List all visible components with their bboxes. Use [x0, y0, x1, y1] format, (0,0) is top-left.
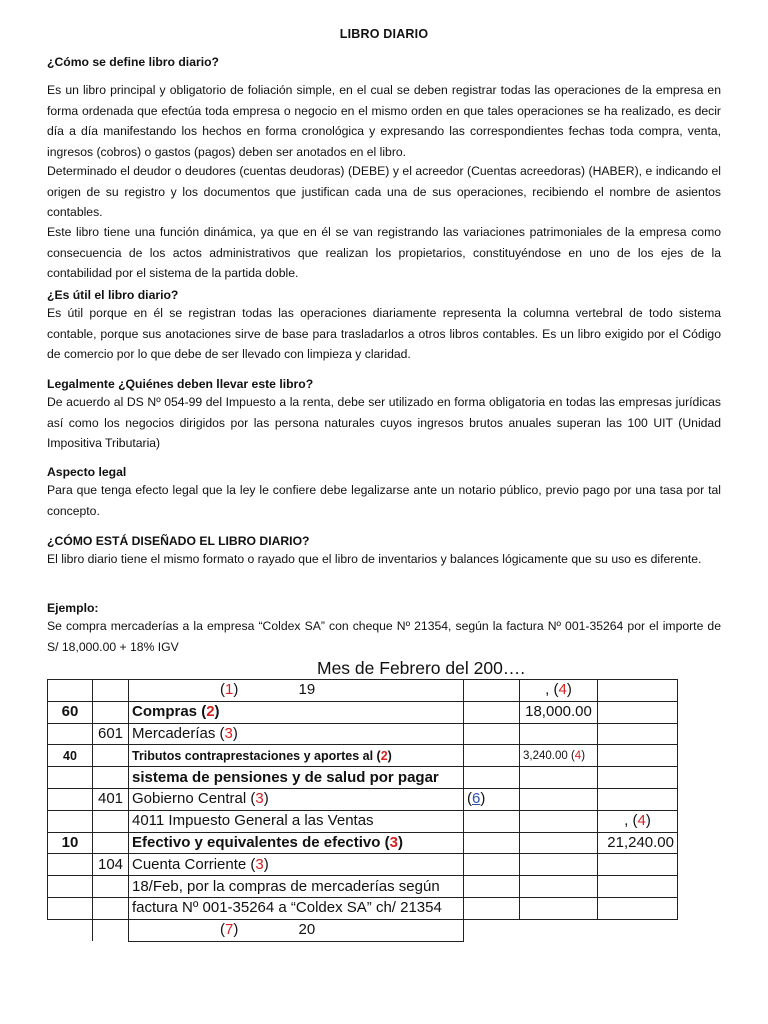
ledger-cell — [464, 745, 520, 767]
account-label: Compras — [132, 703, 198, 721]
subaccount-code: 601 — [93, 723, 129, 745]
utility-heading: ¿Es útil el libro diario? — [47, 288, 179, 302]
ledger-cell — [93, 832, 129, 854]
account-label: Efectivo y equivalentes de efectivo — [132, 833, 381, 851]
paren: ( — [467, 790, 472, 808]
account-name: Cuenta Corriente (3) — [129, 854, 464, 876]
ledger-cell — [464, 723, 520, 745]
definition-paragraph-1: Es un libro principal y obligatorio de foliación simple, en el cual se deben registrar todas las operaciones de la empresa en forma ordenada que efectúa toda empresa o negocio en el mismo orden en que tales operaciones se ha realizado, es decir día a día manifestando los hechos en forma cronológica y expresando las correspondientes fechas toda compra, venta, ingresos (cobros) o gastos (pagos) deben ser anotados en el libro. — [47, 83, 721, 160]
document-title: LIBRO DIARIO — [339, 27, 429, 41]
ledger-cell — [464, 876, 520, 898]
reference-number: 6 — [472, 790, 481, 808]
ledger-row — [48, 832, 678, 854]
callout-number: 4 — [637, 812, 646, 830]
ledger-cell — [464, 897, 520, 919]
paren: , ( — [624, 812, 638, 830]
account-name: Mercaderías (3) — [129, 723, 464, 745]
legal-heading: Legalmente ¿Quiénes deben llevar este libro? — [47, 377, 314, 391]
ledger-cell — [464, 767, 520, 789]
account-name: 4011 Impuesto General a las Ventas — [129, 810, 464, 832]
account-code: 40 — [48, 745, 93, 767]
account-name: Efectivo y equivalentes de efectivo (3) — [129, 832, 464, 854]
example-heading: Ejemplo: — [47, 601, 99, 615]
entry-day: 19 — [298, 681, 316, 699]
journal-ledger — [47, 657, 721, 939]
account-name: Gobierno Central (3) — [129, 788, 464, 810]
ledger-row — [48, 876, 678, 898]
callout-number: 2 — [206, 703, 215, 721]
ledger-debit-header — [520, 680, 598, 702]
ledger-cell — [93, 810, 129, 832]
definition-heading: ¿Cómo se define libro diario? — [47, 55, 219, 69]
ledger-cell — [93, 745, 129, 767]
ledger-cell — [598, 876, 678, 898]
ledger-cell — [48, 723, 93, 745]
account-label: Gobierno Central — [132, 790, 247, 808]
ledger-row — [48, 897, 678, 919]
account-code: 60 — [48, 701, 93, 723]
definition-paragraph-3: Este libro tiene una función dinámica, ya que en él se van registrando las variaciones patrimoniales de la empresa como consecuencia de los actos administrativos que realizan los propietarios, constituyéndose en uno de los ejes de la contabilidad por el sistema de la partida doble. — [47, 225, 721, 281]
credit-header — [598, 810, 678, 832]
ledger-row — [48, 701, 678, 723]
ledger-cell — [520, 767, 598, 789]
ledger-entry-number-cell — [129, 680, 464, 702]
ledger-cell — [520, 854, 598, 876]
ledger-cell — [48, 680, 93, 702]
paren: ) — [566, 681, 572, 699]
ledger-cell — [93, 701, 129, 723]
callout-number: 3 — [224, 724, 233, 742]
ledger-row — [48, 745, 678, 767]
legal-aspect-heading: Aspecto legal — [47, 465, 127, 479]
account-label: Cuenta Corriente — [132, 855, 247, 873]
account-name: Tributos contraprestaciones y aportes al (2) — [129, 745, 464, 767]
callout-number: 3 — [255, 855, 264, 873]
design-paragraph: El libro diario tiene el mismo formato o rayado que el libro de inventarios y balances lógicamente que su uso es diferente. — [47, 552, 702, 566]
ledger-row — [48, 767, 678, 789]
ledger-cell — [48, 876, 93, 898]
callout-number: 1 — [225, 681, 234, 699]
reference-cell — [464, 788, 520, 810]
ledger-cell — [598, 788, 678, 810]
ledger-cell — [520, 897, 598, 919]
legal-paragraph: De acuerdo al DS Nº 054-99 del Impuesto a la renta, debe ser utilizado en forma obligatoria en todas las empresas jurídicas así como los negocios dirigidos por las persona naturales cuyos ingresos brutos anuales superan las 100 UIT (Unidad Impositiva Tributaria) — [47, 395, 721, 451]
entry-description: 18/Feb, por la compras de mercaderías según — [129, 876, 464, 898]
legal-aspect-paragraph: Para que tenga efecto legal que la ley le confiere debe legalizarse ante un notario público, previo pago por una tasa por tal concepto. — [47, 483, 721, 518]
ledger-cell — [520, 919, 598, 941]
ledger-cell — [520, 788, 598, 810]
amount-value: 3,240.00 — [523, 749, 568, 762]
ledger-cell — [464, 680, 520, 702]
ledger-cell — [598, 723, 678, 745]
ledger-cell — [520, 723, 598, 745]
callout-number: 4 — [574, 749, 582, 762]
ledger-cell — [48, 767, 93, 789]
ledger-table — [47, 679, 678, 942]
ledger-cell — [93, 919, 129, 941]
ledger-row-header — [48, 680, 678, 702]
debit-amount: 18,000.00 — [520, 701, 598, 723]
account-label: Mercaderías — [132, 724, 216, 742]
account-name-continued: sistema de pensiones y de salud por pagar — [129, 767, 464, 789]
ledger-cell — [464, 701, 520, 723]
ledger-cell — [598, 745, 678, 767]
utility-paragraph: Es útil porque en él se registran todas las operaciones diariamente representa la columna vertebral de todo sistema contable, porque sus anotaciones sirve de base para trasladarlos a otros libros contables. Es un libro exigido por el Código de comercio por lo que debe de ser llevado con limpieza y claridad. — [47, 306, 721, 362]
ledger-cell — [520, 832, 598, 854]
ledger-cell — [93, 897, 129, 919]
callout-number: 7 — [225, 921, 234, 939]
callout-number: 3 — [389, 833, 398, 851]
paren: ) — [480, 790, 486, 808]
ledger-cell — [598, 919, 678, 941]
ledger-row — [48, 788, 678, 810]
ledger-cell — [520, 810, 598, 832]
ledger-cell — [48, 788, 93, 810]
paren: ) — [645, 812, 651, 830]
ledger-cell — [598, 854, 678, 876]
ledger-cell — [598, 897, 678, 919]
subaccount-code: 104 — [93, 854, 129, 876]
ledger-month-title: Mes de Febrero del 200…. — [317, 658, 526, 678]
example-paragraph: Se compra mercaderías a la empresa “Coldex SA” con cheque Nº 21354, según la factura Nº 001-35264 por el importe de S/ 18,000.00 + 18% IGV — [47, 619, 721, 654]
entry-description: factura Nº 001-35264 a “Coldex SA” ch/ 21354 — [129, 897, 464, 919]
entry-day: 20 — [298, 921, 316, 939]
ledger-cell — [464, 854, 520, 876]
paren: , ( — [545, 681, 559, 699]
callout-number: 3 — [255, 790, 264, 808]
ledger-cell — [598, 680, 678, 702]
ledger-cell — [48, 854, 93, 876]
credit-amount: 21,240.00 — [598, 832, 678, 854]
ledger-cell — [48, 897, 93, 919]
ledger-cell — [598, 767, 678, 789]
ledger-cell — [48, 919, 93, 941]
account-name: Compras (2) — [129, 701, 464, 723]
subaccount-code: 401 — [93, 788, 129, 810]
ledger-cell — [464, 810, 520, 832]
ledger-entry-number-cell: (7) 20 — [129, 919, 464, 941]
callout-number: 4 — [558, 681, 567, 699]
ledger-row — [48, 810, 678, 832]
ledger-row-footer — [48, 919, 678, 941]
paren: ( — [220, 681, 225, 699]
ledger-cell — [598, 701, 678, 723]
callout-number: 2 — [380, 748, 388, 763]
ledger-cell — [48, 810, 93, 832]
ledger-cell — [464, 919, 520, 941]
definition-paragraph-2: Determinado el deudor o deudores (cuentas deudoras) (DEBE) y el acreedor (Cuentas acreedoras) (HABER), e indicando el origen de su registro y los documentos que justifican cada una de sus operaciones, recibiendo el nombre de asientos contables. — [47, 164, 721, 220]
paren: ) — [233, 681, 239, 699]
ledger-cell — [93, 767, 129, 789]
account-code: 10 — [48, 832, 93, 854]
debit-amount: 3,240.00 (4) — [520, 745, 598, 767]
ledger-cell — [520, 876, 598, 898]
account-label: Tributos contraprestaciones y aportes al — [132, 748, 374, 763]
ledger-row — [48, 854, 678, 876]
design-heading: ¿CÓMO ESTÁ DISEÑADO EL LIBRO DIARIO? — [47, 534, 310, 548]
ledger-cell — [93, 876, 129, 898]
ledger-cell — [93, 680, 129, 702]
ledger-cell — [464, 832, 520, 854]
ledger-row — [48, 723, 678, 745]
